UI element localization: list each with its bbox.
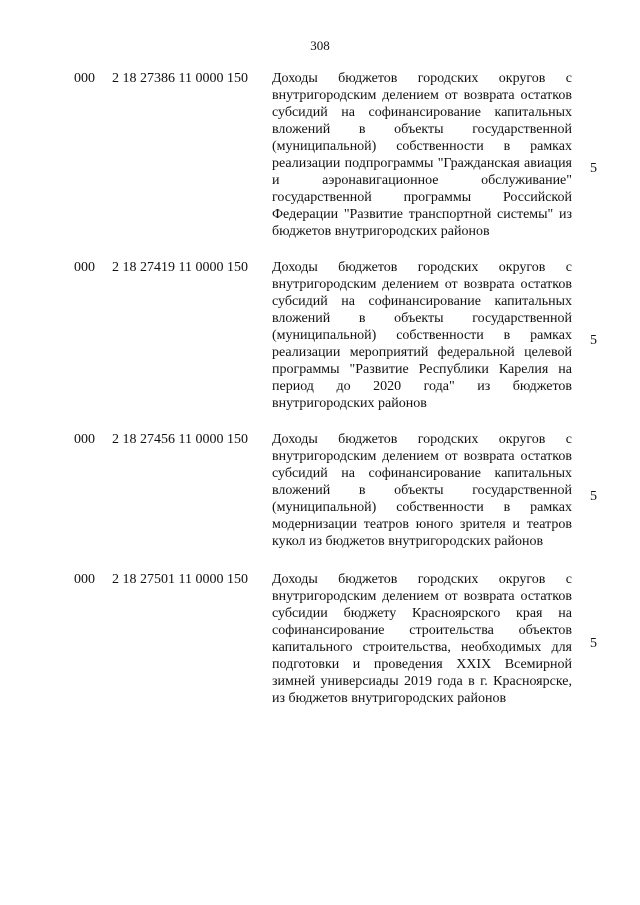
page-number: 308 (310, 38, 330, 53)
table-row (0, 431, 640, 570)
revenue-description: Доходы бюджетов городских округов с внутригородским делением от возврата остатков субсидий на софинансирование капитальных вложений в объекты государственной (муниципальной) собственности в рамках реализации мероприятий федеральной целевой программы "Развитие Республики Карелия на период до 2020 года" из бюджетов внутригородских районов (272, 260, 572, 411)
budget-classification-code: 2 18 27419 11 0000 150 (112, 260, 248, 275)
distribution-norm: 5 (590, 161, 597, 176)
budget-classification-code: 2 18 27386 11 0000 150 (112, 71, 248, 86)
distribution-norm: 5 (590, 333, 597, 348)
budget-classification-code: 2 18 27501 11 0000 150 (112, 572, 248, 587)
table-row (0, 70, 640, 258)
admin-code: 000 (74, 572, 95, 587)
table-row (0, 571, 640, 731)
distribution-norm: 5 (590, 489, 597, 504)
admin-code: 000 (74, 71, 95, 86)
revenue-description: Доходы бюджетов городских округов с внутригородским делением от возврата остатков субсидий на софинансирование капитальных вложений в объекты государственной (муниципальной) собственности в рамках модернизации театров юного зрителя и театров кукол из бюджетов внутригородских районов (272, 432, 572, 549)
budget-classification-code: 2 18 27456 11 0000 150 (112, 432, 248, 447)
revenue-description: Доходы бюджетов городских округов с внутригородским делением от возврата остатков субсидии бюджету Красноярского края на софинансирование строительства объектов капитального строительства, необходимых для подготовки и проведения XXIX Всемирной зимней универсиады 2019 года в г. Красноярске, из бюджетов внутригородских районов (272, 572, 572, 706)
revenue-table (0, 70, 640, 732)
table-row (0, 259, 640, 430)
admin-code: 000 (74, 260, 95, 275)
distribution-norm: 5 (590, 636, 597, 651)
admin-code: 000 (74, 432, 95, 447)
revenue-description: Доходы бюджетов городских округов с внутригородским делением от возврата остатков субсидий на софинансирование капитальных вложений в объекты государственной (муниципальной) собственности в рамках реализации подпрограммы "Гражданская авиация и аэронавигационное обслуживание" государственной программы Российской Федерации "Развитие транспортной системы" из бюджетов внутригородских районов (272, 71, 572, 239)
